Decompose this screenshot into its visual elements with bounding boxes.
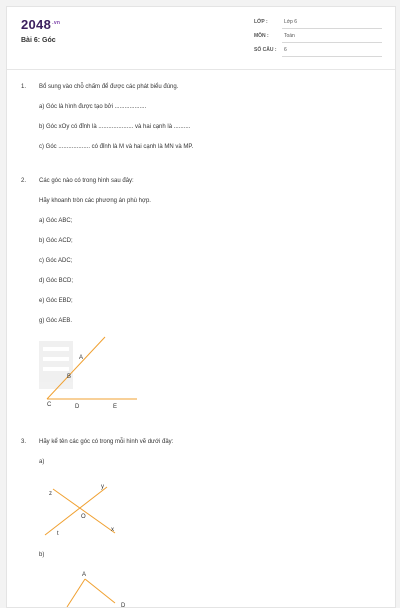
- question-2-instruction: Hãy khoanh tròn các phương án phù hợp.: [39, 198, 151, 204]
- label-t: t: [57, 531, 59, 537]
- question-2-option-e[interactable]: e) Góc EBD;: [39, 298, 73, 304]
- meta-count: [254, 45, 382, 57]
- meta-class-value: Lớp 6: [284, 19, 298, 25]
- question-3-figure-b: [37, 567, 137, 607]
- meta-count-line: [282, 56, 382, 57]
- question-2-number: 2.: [21, 178, 27, 184]
- meta-subject: [254, 31, 382, 43]
- question-3-part-a: a): [39, 459, 45, 465]
- worksheet-page: [6, 6, 396, 608]
- meta-count-key: SỐ CÂU :: [254, 47, 277, 53]
- label-o: O: [81, 514, 86, 520]
- question-2-option-b[interactable]: b) Góc ACD;: [39, 238, 73, 244]
- logo-suffix: .vn: [52, 19, 61, 26]
- question-3-part-b: b): [39, 552, 45, 558]
- ray-a-right: [85, 579, 115, 603]
- meta-subject-key: MÔN :: [254, 33, 269, 39]
- label-c: C: [47, 402, 52, 408]
- label-a: A: [79, 355, 84, 361]
- lesson-title: Bài 6: Góc: [21, 37, 56, 44]
- meta-count-value: 6: [284, 47, 287, 53]
- logo-text: 2048: [21, 17, 52, 32]
- question-3-prompt: Hãy kể tên các góc có trong mỗi hình vẽ dưới đây:: [39, 439, 174, 445]
- meta-class-key: LỚP :: [254, 19, 268, 25]
- question-2-option-d[interactable]: d) Góc BCD;: [39, 278, 74, 284]
- meta-subject-value: Toán: [284, 33, 295, 39]
- question-1-item-a: a) Góc là hình được tạo bởi ...................: [39, 104, 147, 110]
- question-2-option-a[interactable]: a) Góc ABC;: [39, 218, 73, 224]
- question-2-option-c[interactable]: c) Góc ADC;: [39, 258, 73, 264]
- meta-class: [254, 17, 382, 29]
- site-logo[interactable]: [21, 17, 60, 32]
- question-3-number: 3.: [21, 439, 27, 445]
- question-1-number: 1.: [21, 84, 27, 90]
- question-2-option-g[interactable]: g) Góc AEB.: [39, 318, 73, 324]
- page-header: [7, 7, 395, 70]
- ray-a-left: [67, 579, 85, 607]
- meta-subject-line: [282, 42, 382, 43]
- question-3-figure-a: [37, 473, 127, 545]
- question-1-item-b: b) Góc xOy có đỉnh là ..................... và hai cạnh là ..........: [39, 124, 191, 130]
- label-d-b: D: [121, 603, 126, 607]
- figure-watermark: [39, 341, 73, 389]
- question-1-prompt: Bổ sung vào chỗ chấm để được các phát biểu đúng.: [39, 84, 179, 90]
- question-1-item-c: c) Góc ................... có đỉnh là M và hai cạnh là MN và MP.: [39, 144, 194, 150]
- label-d: D: [75, 404, 80, 410]
- label-b: B: [67, 374, 72, 380]
- meta-class-line: [282, 28, 382, 29]
- label-a-b: A: [82, 572, 87, 578]
- label-z: z: [49, 491, 52, 497]
- question-2-prompt: Các góc nào có trong hình sau đây:: [39, 178, 134, 184]
- label-y: y: [101, 484, 104, 490]
- label-x: x: [111, 527, 114, 533]
- label-e: E: [113, 404, 118, 410]
- line-ty: [45, 487, 107, 535]
- line-zx: [53, 489, 115, 533]
- question-2-figure: [35, 333, 155, 413]
